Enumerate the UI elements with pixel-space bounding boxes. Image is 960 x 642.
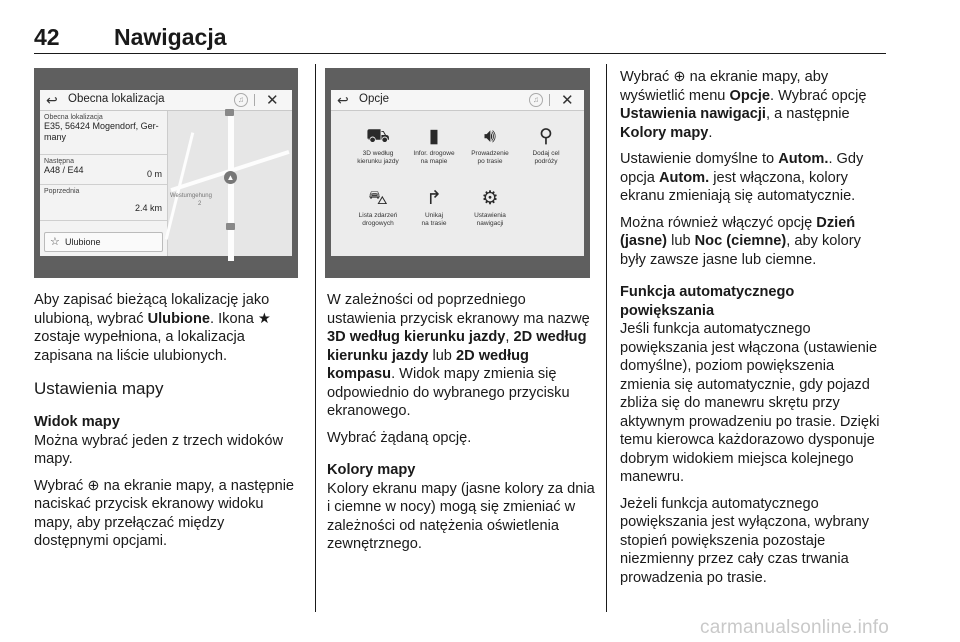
screen-display bbox=[331, 90, 584, 256]
text-column-3 bbox=[620, 68, 888, 595]
column-divider-1 bbox=[315, 64, 316, 612]
paragraph: Jeżeli funkcja automatycznego powiększania jest wyłączona, wybrany stopień powiększenia pozostaje niezmienny przez cały czas trwania prowadzenia po trasie. bbox=[620, 495, 870, 586]
screenshot-options bbox=[325, 68, 590, 278]
page-header bbox=[34, 22, 886, 54]
position-marker-icon: ▲ bbox=[224, 171, 237, 184]
close-icon[interactable]: ✕ bbox=[266, 92, 279, 109]
paragraph: Ustawienie domyślne to Autom.. Gdy opcja Autom. jest włączona, kolory ekranu zmieniają się automatycznie. bbox=[620, 151, 864, 204]
option-3d-heading[interactable]: ⛟ 3D według kierunku jazdy bbox=[347, 124, 409, 166]
audio-icon[interactable]: ♫ bbox=[234, 93, 248, 107]
previous-label: Poprzednia bbox=[44, 188, 80, 195]
back-arrow-icon[interactable]: ↩ bbox=[46, 92, 58, 108]
watermark: carmanualsonline.info bbox=[700, 617, 890, 638]
favorites-label: Ulubione bbox=[65, 237, 101, 247]
option-route-guidance[interactable]: 🔊︎ Prowadzenie po trasie bbox=[459, 124, 521, 166]
current-location-value-cont: many bbox=[44, 132, 67, 142]
road-shield-icon bbox=[225, 109, 234, 116]
previous-row[interactable] bbox=[40, 185, 167, 221]
column-divider-2 bbox=[606, 64, 607, 612]
current-location-value: E35, 56424 Mogendorf, Ger- bbox=[44, 121, 159, 131]
car-icon: ⛍ bbox=[368, 188, 388, 209]
back-arrow-icon[interactable]: ↩ bbox=[337, 92, 349, 108]
star-icon: ☆ bbox=[50, 236, 60, 248]
map-street-label: Westumgehung bbox=[170, 193, 212, 199]
previous-distance: 2.4 km bbox=[134, 203, 162, 213]
screen-title: Obecna lokalizacja bbox=[68, 93, 165, 105]
current-location-label: Obecna lokalizacja bbox=[44, 114, 103, 121]
map-street-label-number: 2 bbox=[198, 201, 202, 207]
audio-icon[interactable]: ♫ bbox=[529, 93, 543, 107]
next-distance: 0 m bbox=[146, 169, 162, 179]
page-number: 42 bbox=[34, 24, 60, 50]
bar-separator bbox=[254, 94, 255, 106]
paragraph: Można wybrać jeden z trzech widoków mapy. bbox=[34, 432, 284, 467]
search-plus-icon: ⚲ bbox=[539, 126, 553, 147]
paragraph: Wybrać ⊕ na ekranie mapy, aby wyświetlić menu Opcje. Wybrać opcję Ustawienia nawigacji, a następnie Kolory mapy. bbox=[620, 69, 867, 141]
next-value: A48 / E44 bbox=[44, 165, 84, 175]
paragraph: Kolory ekranu mapy (jasne kolory za dnia i ciemne w nocy) mogą się zmieniać w zależności od natężenia oświetlenia zewnętrznego. bbox=[327, 480, 595, 552]
option-add-destination[interactable]: ⚲ Dodaj cel podróży bbox=[515, 124, 577, 166]
paragraph: Jeśli funkcja automatycznego powiększania jest włączona (ustawienie domyślne), poziom powiększenia zmienia się automatycznie, gdy pojazd zbliża się do manewru skrętu przy aktywnym prowadzeniu po trasie. Dzięki temu kierowca każdorazowo dysponuje dobrym widokiem miejsca kolejnego manewru. bbox=[620, 321, 880, 485]
traffic-light-icon: ▮ bbox=[428, 126, 440, 147]
screenshot-current-location bbox=[34, 68, 298, 278]
option-traffic-info[interactable]: ▮ Infor. drogowe na mapie bbox=[403, 124, 465, 166]
favorites-button[interactable] bbox=[44, 232, 163, 252]
section-heading: Ustawienia mapy bbox=[34, 379, 164, 398]
screen-top-bar bbox=[40, 90, 292, 111]
option-traffic-events[interactable]: ⛍ Lista zdarzeń drogowych bbox=[347, 186, 409, 228]
next-label: Następna bbox=[44, 158, 74, 165]
gear-icon: ⚙ bbox=[481, 188, 499, 209]
page-title: Nawigacja bbox=[114, 24, 227, 50]
subsection-heading: Funkcja automatycznego powiększania bbox=[620, 284, 795, 319]
text-column-2 bbox=[327, 291, 595, 562]
paragraph: Aby zapisać bieżącą lokalizację jako ulubioną, wybrać Ulubione. Ikona ★ zostaje wypełniona, a lokalizacja zapisana na liście ulubionych. bbox=[34, 292, 271, 364]
paragraph: Można również włączyć opcję Dzień (jasne) lub Noc (ciemne), aby kolory były zawsze jasne lub ciemne. bbox=[620, 214, 861, 268]
option-avoid-on-route[interactable]: ↱ Unikaj na trasie bbox=[403, 186, 465, 228]
speaker-icon: 🔊︎ bbox=[484, 126, 496, 147]
location-panel bbox=[40, 111, 168, 256]
avoid-route-icon: ↱ bbox=[426, 188, 442, 209]
text-column-1 bbox=[34, 291, 300, 559]
paragraph: Wybrać ⊕ na ekranie mapy, a następnie naciskać przycisk ekranowy widoku mapy, aby przełączać między dostępnymi opcjami. bbox=[34, 477, 295, 549]
option-navigation-settings[interactable]: ⚙ Ustawienia nawigacji bbox=[459, 186, 521, 228]
subsection-heading: Widok mapy bbox=[34, 414, 120, 430]
road-shield-icon bbox=[226, 223, 235, 230]
paragraph: W zależności od poprzedniego ustawienia przycisk ekranowy ma nazwę 3D według kierunku jazdy, 2D według kierunku jazdy lub 2D według kompasu. Widok mapy zmienia się odpowiednio do wybranego przycisku ekranowego. bbox=[327, 292, 590, 419]
map-road bbox=[228, 111, 234, 261]
subsection-heading: Kolory mapy bbox=[327, 462, 416, 478]
screen-top-bar bbox=[331, 90, 584, 111]
screen-title: Opcje bbox=[359, 93, 390, 105]
current-location-row bbox=[40, 111, 167, 155]
paragraph: Wybrać żądaną opcję. bbox=[327, 429, 472, 446]
next-row[interactable] bbox=[40, 155, 167, 185]
screen-display bbox=[40, 90, 292, 256]
car-3d-icon: ⛟ bbox=[366, 126, 390, 147]
map-view[interactable] bbox=[168, 111, 292, 256]
close-icon[interactable]: ✕ bbox=[561, 92, 574, 109]
bar-separator bbox=[549, 94, 550, 106]
